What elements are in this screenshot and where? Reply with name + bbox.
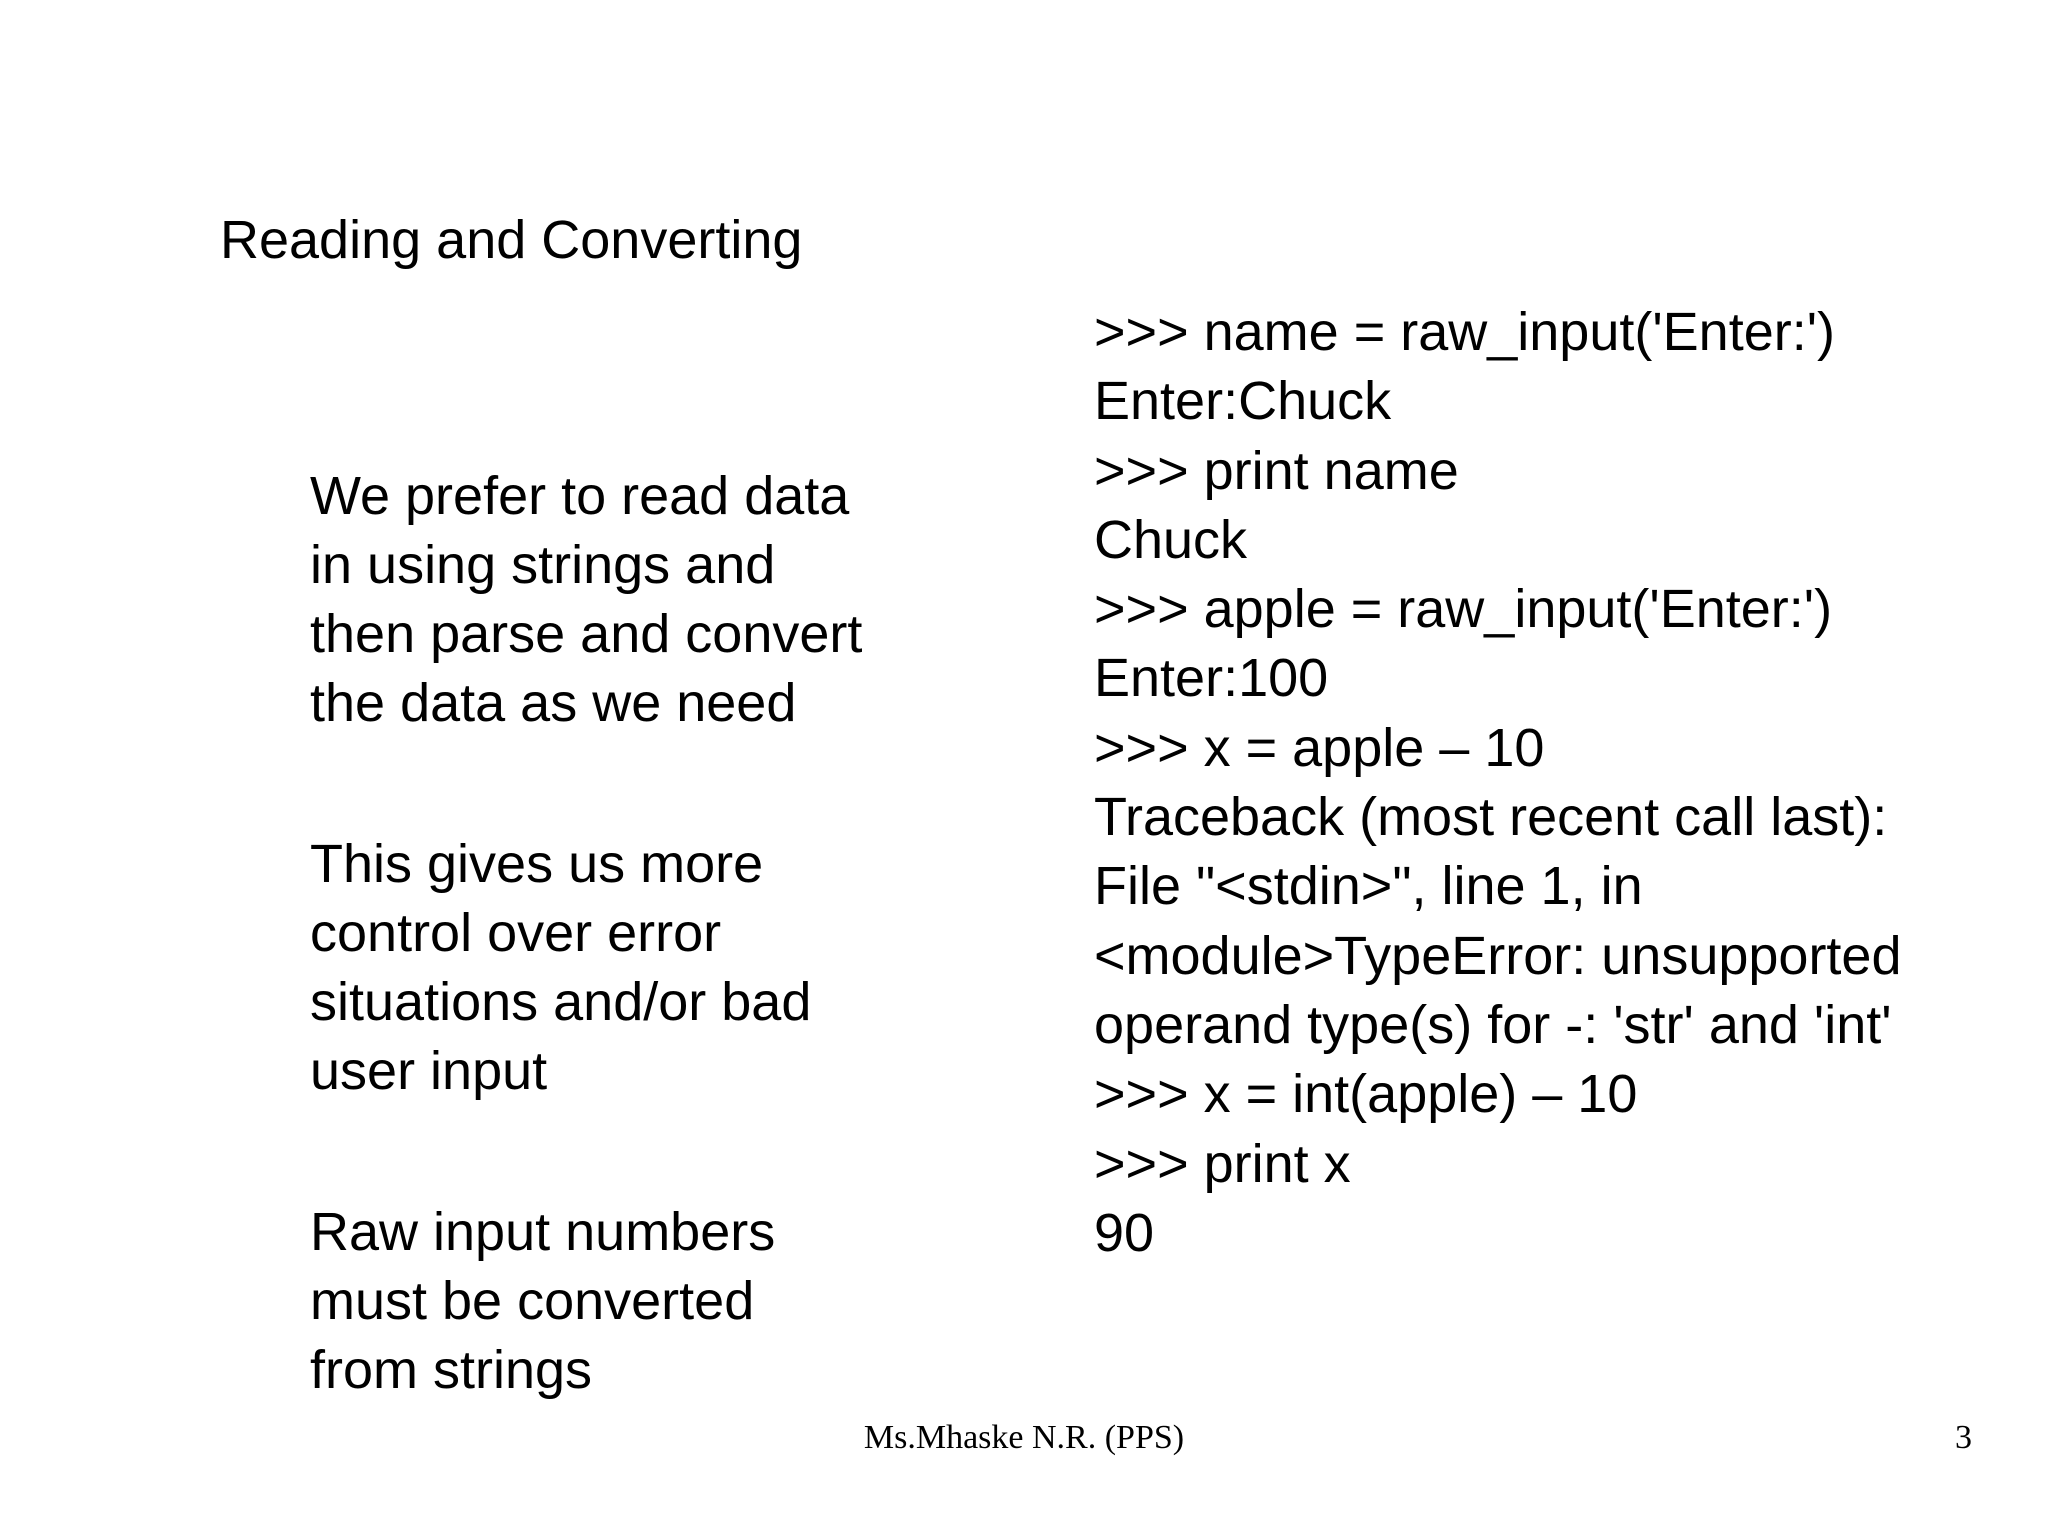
text-line: must be converted (310, 1271, 755, 1331)
code-line: File "<stdin>", line 1, in (1094, 856, 1643, 917)
explanation-paragraph-1 (310, 462, 950, 738)
code-line: >>> x = int(apple) – 10 (1094, 1064, 1638, 1125)
text-line: user input (310, 1041, 548, 1101)
page-number: 3 (1955, 1419, 1972, 1456)
text-line: This gives us more (310, 834, 764, 894)
code-line: <module>TypeError: unsupported (1094, 925, 1902, 986)
text-line: situations and/or bad (310, 972, 812, 1032)
code-line: Enter:Chuck (1094, 371, 1392, 432)
code-line: 90 (1094, 1202, 1155, 1263)
text-line: We prefer to read data (310, 466, 850, 526)
code-line: >>> x = apple – 10 (1094, 717, 1545, 778)
code-line: Chuck (1094, 509, 1248, 570)
footer-author: Ms.Mhaske N.R. (PPS) (863, 1419, 1185, 1456)
code-line: >>> apple = raw_input('Enter:') (1094, 579, 1833, 640)
code-line: >>> print name (1094, 440, 1459, 501)
code-line: Traceback (most recent call last): (1094, 787, 1888, 848)
text-line: in using strings and (310, 535, 776, 595)
slide-title: Reading and Converting (220, 210, 803, 270)
code-line: >>> print x (1094, 1133, 1351, 1194)
code-line: Enter:100 (1094, 648, 1329, 709)
text-line: from strings (310, 1340, 593, 1400)
text-line: then parse and convert (310, 604, 863, 664)
text-line: the data as we need (310, 673, 797, 733)
explanation-paragraph-2 (310, 830, 950, 1106)
text-line: control over error (310, 903, 722, 963)
explanation-paragraph-3 (310, 1198, 950, 1405)
code-example-column (1094, 298, 2014, 1268)
code-line: operand type(s) for -: 'str' and 'int' (1094, 994, 1892, 1055)
text-line: Raw input numbers (310, 1202, 776, 1262)
explanation-column (310, 462, 950, 1497)
code-line: >>> name = raw_input('Enter:') (1094, 302, 1836, 362)
